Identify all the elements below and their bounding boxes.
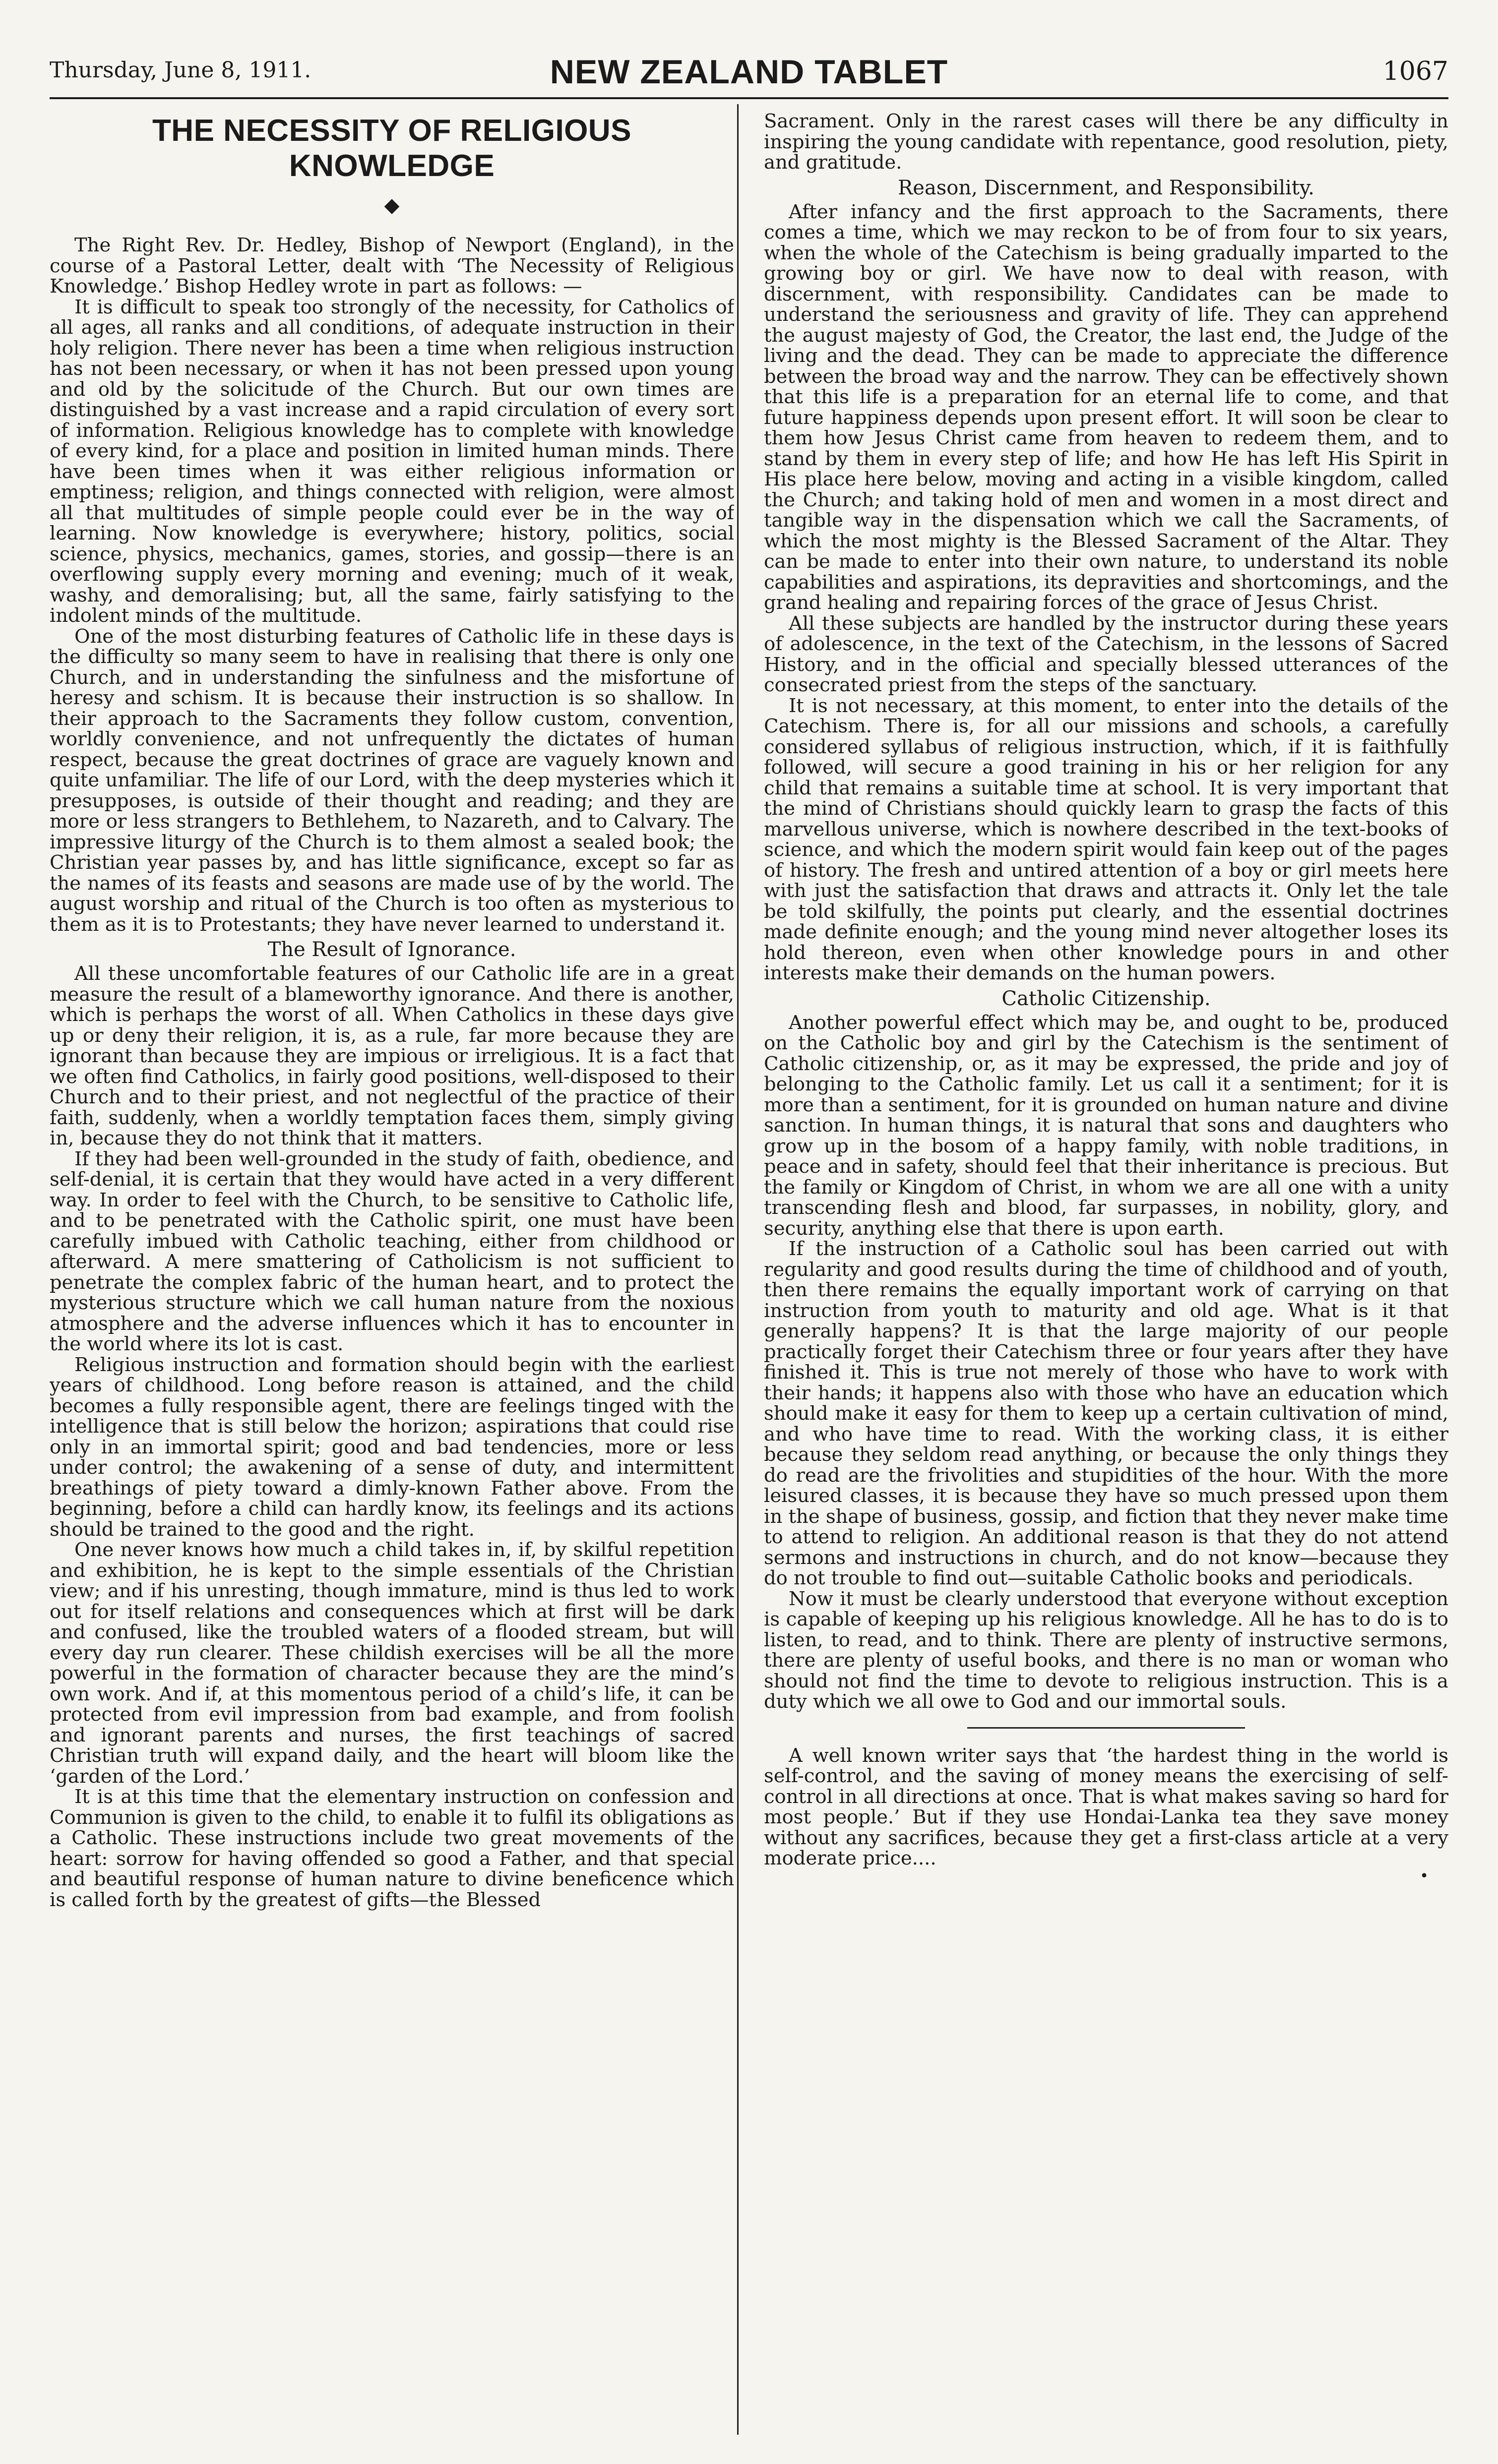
paragraph: All these uncomfortable features of our Catholic life are in a great measure the result of a blameworthy ignorance. And there is another, which is perhaps the worst of all. When Catholics in these days give up or deny their religion, it is, as a rule, far more because they are ignorant than because they are impious or irreligious. It is a fact that we often find Catholics, in fairly good positions, well-disposed to their Church and to their priest, and not neglectful of the practice of their faith, suddenly, when a worldly temptation faces them, simply giving in, because they do not think that it matters. [50,962,734,1149]
paragraph: One of the most disturbing features of Catholic life in these days is the difficulty so many seem to have in realising that there is only one Church, and in understanding the sinfulness and the misfortune of heresy and schism. It is because their instruction is so shallow. In their approach to the Sacraments they follow custom, convention, worldly convenience, and not unfrequently the dictates of human respect, because the great doctrines of grace are vaguely known and quite unfamiliar. The life of our Lord, with the deep mysteries which it presupposes, is outside of their thought and reading; and they are more or less strangers to Bethlehem, to Nazareth, and to Calvary. The impressive liturgy of the Church is to them almost a sealed book; the Christian year passes by, and has little significance, except so far as the names of its feasts and seasons are made use of by the world. The august worship and ritual of the Church is too often as mysterious to them as it is to Protestants; they have never learned to understand it. [50,625,734,936]
masthead-rule [50,97,1448,99]
right-column [764,111,1448,2432]
diamond-ornament-icon: ◆ [384,194,400,217]
section-heading: The Result of Ignorance. [267,938,516,961]
paragraph: Another powerful effect which may be, and ought to be, produced on the Catholic boy and girl by the Catechism is the sentiment of Catholic citizenship, or, as it may be expressed, the pride and joy of belonging to the Catholic family. Let us call it a sentiment; for it is more than a sentiment, for it is grounded on human nature and divine sanction. In human things, it is natural that sons and daughters who grow up in the bosom of a happy family, with noble traditions, in peace and in safety, should feel that their inheritance is precious. But the family or Kingdom of Christ, in whom we are all one with a unity transcending flesh and blood, far surpasses, in nobility, glory, and security, anything else that there is upon earth. [764,1011,1448,1240]
end-dot: • [1420,1867,1429,1885]
article-intro: The Right Rev. Dr. Hedley, Bishop of Newport (England), in the course of a Pastoral Letter, dealt with ‘The Necessity of Religious Knowledge.’ Bishop Hedley wrote in part as follows: — [50,234,734,298]
section-separator [967,1727,1245,1729]
paragraph: It is at this time that the elementary instruction on confession and Communion is given to the child, to enable it to fulfil its obligations as a Catholic. These instructions include two great movements of the heart: sorrow for having offended so good a Father, and that special and beautiful response of human nature to divine beneficence which is called forth by the greatest of gifts—the Blessed [50,1786,734,1911]
left-column [50,111,734,2432]
paragraph: One never knows how much a child takes in, if, by skilful repetition and exhibition, he is kept to the simple essentials of the Christian view; and if his unresting, though immature, mind is thus led to work out for itself relations and consequences which at first will be dark and confused, like the troubled waters of a flooded stream, but will every day run clearer. These childish exercises will be all the more powerful in the formation of character because they are the mind’s own work. And if, at this momentous period of a child’s life, it can be protected from evil impression from bad example, and from foolish and ignorant parents and nurses, the first teachings of sacred Christian truth will expand daily, and the heart will bloom like the ‘garden of the Lord.’ [50,1539,734,1788]
section-heading: Reason, Discernment, and Responsibility. [898,176,1314,199]
advertisement-text: A well known writer says that ‘the hardest thing in the world is self-control, and the saving of money means the exercising of self-control in all directions at once. That is what makes saving so hard for most people.’ But if they use Hondai-Lanka tea they save money without any sacrifices, because they get a first-class article at a very moderate price.... [764,1744,1448,1869]
article-headline: THE NECESSITY OF RELIGIOUS KNOWLEDGE [152,114,632,183]
paragraph: All these subjects are handled by the instructor during these years of adolescence, in the text of the Catechism, in the lessons of Sacred History, and in the official and specially blessed utterances of the consecrated priest from the steps of the sanctuary. [764,612,1448,696]
paragraph: If the instruction of a Catholic soul has been carried out with regularity and good results during the time of childhood and of youth, then there remains the equally important work of carrying on that instruction from youth to maturity and old age. What is it that generally happens? It is that the large majority of our people practically forget their Catechism three or four years after they have finished it. This is true not merely of those who have to work with their hands; it happens also with those who have an education which should make it easy for them to keep up a certain cultivation of mind, and who have time to read. With the working class, it is either because they seldom read anything, or because the only things they do read are the frivolities and stupidities of the hour. With the more leisured classes, it is because they have so much pressed upon them in the shape of business, gossip, and fiction that they never make time to attend to religion. An additional reason is that they do not attend sermons and instructions in church, and do not know—because they do not trouble to find out—suitable Catholic books and periodicals. [764,1238,1448,1589]
newspaper-title: NEW ZEALAND TABLET [550,53,948,91]
paragraph: Sacrament. Only in the rarest cases will there be any difficulty in inspiring the young candidate with repentance, good resolution, piety, and gratitude. [764,111,1448,174]
paragraph: It is difficult to speak too strongly of the necessity, for Catholics of all ages, all ranks and all conditions, of adequate instruction in their holy religion. There never has been a time when religious instruction has not been necessary, or when it has not been pressed upon young and old by the solicitude of the Church. But our own times are distinguished by a vast increase and a rapid circulation of every sort of information. Religious knowledge has to complete with knowledge of every kind, for a place and position in limited human minds. There have been times when it was either religious information or emptiness; religion, and things connected with religion, were almost all that multitudes of simple people could ever be in the way of learning. Now knowledge is everywhere; history, politics, social science, physics, mechanics, games, stories, and gossip—there is an overflowing supply every morning and evening; much of it weak, washy, and demoralising; but, all the same, fairly satisfying to the indolent minds of the multitude. [50,296,734,627]
section-heading: Catholic Citizenship. [1001,987,1211,1010]
page-number: 1067 [1382,57,1448,86]
column-divider [737,104,739,2435]
paragraph: Religious instruction and formation should begin with the earliest years of childhood. Long before reason is attained, and the child becomes a fully responsible agent, there are feelings tinged with the intelligence that is still below the horizon; aspirations that could rise only in an immortal spirit; good and bad tendencies, more or less under control; the awakening of a sense of duty, and intermittent breathings of piety toward a dimly-known Father above. From the beginning, before a child can hardly know, its feelings and its actions should be trained to the good and the right. [50,1353,734,1541]
paragraph: Now it must be clearly understood that everyone without exception is capable of keeping up his religious knowledge. All he has to do is to listen, to read, and to think. There are plenty of instructive sermons, there are plenty of useful books, and there is no man or woman who should not find the time to devote to religious instruction. This is a duty which we all owe to God and our immortal souls. [764,1587,1448,1713]
headline-ornament [50,195,734,215]
paragraph: If they had been well-grounded in the study of faith, obedience, and self-denial, it is certain that they would have acted in a very different way. In order to feel with the Church, to be sensitive to Catholic life, and to be penetrated with the Catholic spirit, one must have been carefully imbued with Catholic teaching, either from childhood or afterward. A mere smattering of Catholicism is not sufficient to penetrate the complex fabric of the human heart, and to protect the mysterious structure which we call human nature from the noxious atmosphere and the adverse influences which it has to encounter in the world where its lot is cast. [50,1147,734,1355]
paragraph: It is not necessary, at this moment, to enter into the details of the Catechism. There is, for all our missions and schools, a carefully considered syllabus of religious instruction, which, if it is faithfully followed, will secure a good training in his or her religion for any child that remains a suitable time at school. It is very important that the mind of Christians should quickly learn to grasp the facts of this marvellous universe, which is nowhere described in the text-books of science, and which the modern spirit would fain keep out of the pages of history. The fresh and untired attention of a boy or girl meets here with just the satisfaction that draws and attracts it. Only let the tale be told skilfully, the points put clearly, and the essential doctrines made definite enough; and the young mind never altogether loses its hold thereon, even when other knowledge pours in and other interests make their demands on the human powers. [764,694,1448,984]
issue-date: Thursday, June 8, 1911. [50,58,312,83]
masthead [50,53,1448,91]
paragraph: After infancy and the first approach to the Sacraments, there comes a time, which we may reckon to be of from four to six years, when the whole of the Catechism is being gradually imparted to the growing boy or girl. We have now to deal with reason, with discernment, with responsibility. Candidates can be made to understand the seriousness and gravity of life. They can apprehend the august majesty of God, the Creator, the last end, the Judge of the living and the dead. They can be made to appreciate the difference between the broad way and the narrow. They can be effectively shown that this life is a preparation for an eternal life to come, and that future happiness depends upon present effort. It will soon be clear to them how Jesus Christ came from heaven to redeem them, and to stand by them in every step of life; and how He has left His Spirit in His place here below, moving and acting in a visible kingdom, called the Church; and taking hold of men and women in a most direct and tangible way in the dispensation which we call the Sacraments, of which the most mighty is the Blessed Sacrament of the Altar. They can be made to enter into their own nature, to understand its noble capabilities and aspirations, its depravities and shortcomings, and the grand healing and repairing forces of the grace of Jesus Christ. [764,200,1448,614]
